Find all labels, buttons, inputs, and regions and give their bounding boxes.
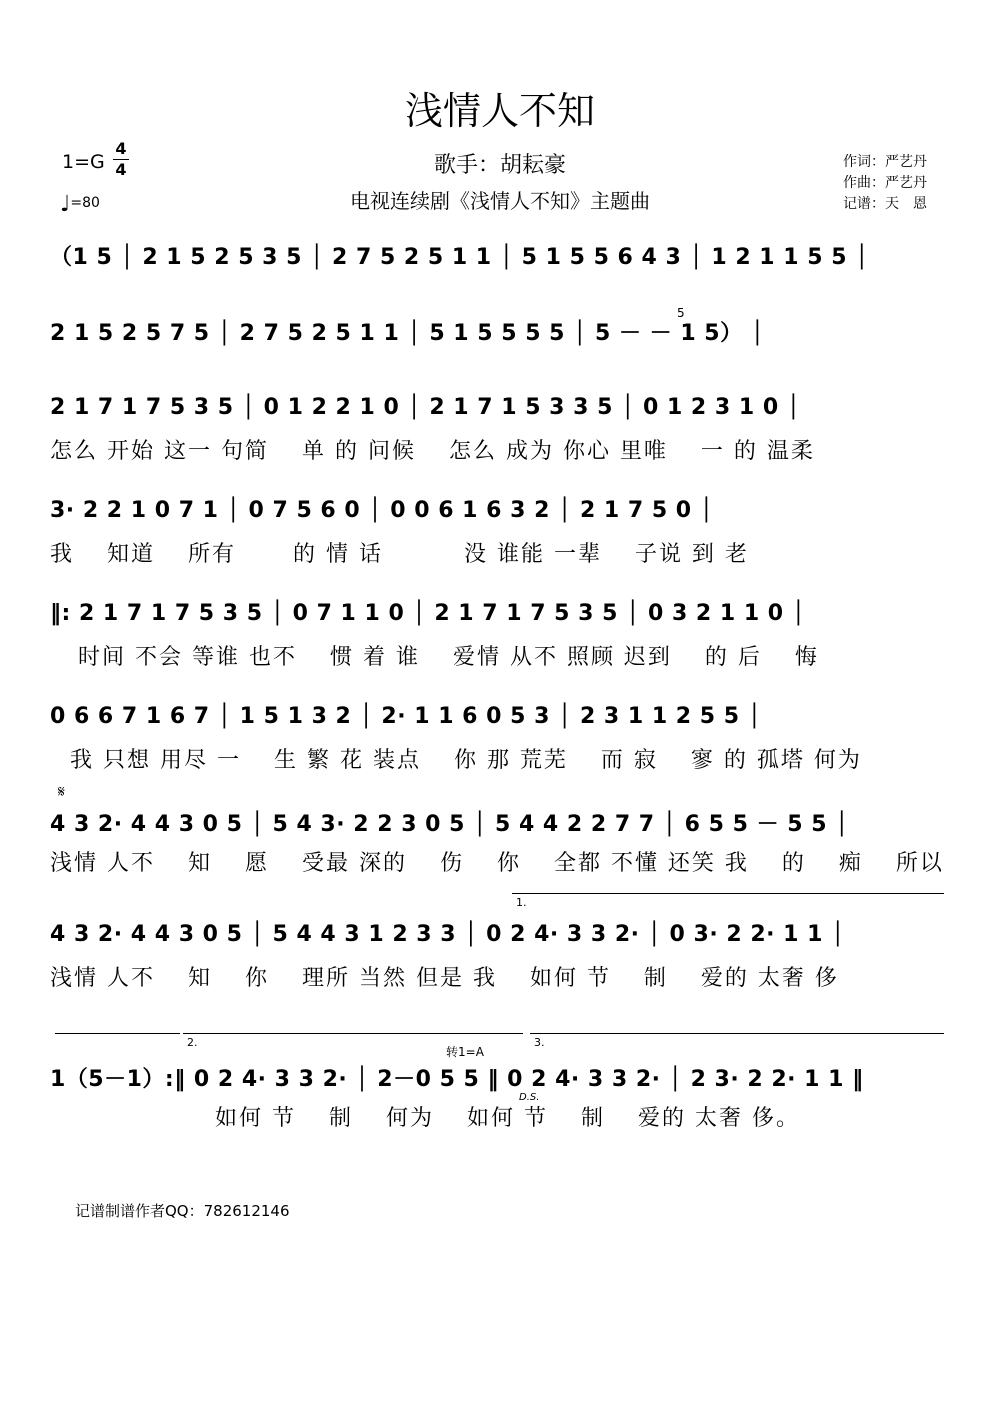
composer-credit: 作曲：严艺丹 bbox=[843, 175, 927, 191]
score-row-9: 1（5－1）:‖ 0 2 4· 3 3 2· │ 2－0 5 5 ‖ 0 2 4· 3 3 2· │ 2 3· 2 2· 1 1 ‖ bbox=[50, 1067, 864, 1092]
lyrics-row-4: 我 知道 所有 的 情 话 没 谁能 一辈 子说 到 老 bbox=[50, 542, 749, 567]
segno-sign: 𝄋 bbox=[58, 782, 65, 801]
lyricist-credit: 作词：严艺丹 bbox=[843, 154, 927, 170]
dal-segno-marking: D.S. bbox=[519, 1092, 540, 1103]
footer-contact: 记谱制谱作者QQ：782612146 bbox=[75, 1202, 290, 1220]
grace-note: 5 bbox=[677, 306, 685, 320]
volta-2-bracket bbox=[183, 1033, 523, 1034]
lyrics-row-5: 时间 不会 等谁 也不 惯 着 谁 爱情 从不 照顾 迟到 的 后 悔 bbox=[78, 645, 819, 670]
score-row-2: 2 1 5 2 5 7 5 │ 2 7 5 2 5 1 1 │ 5 1 5 5 5 5 │ 5 － － 1 5） │ bbox=[50, 321, 765, 346]
volta-3-bracket bbox=[530, 1033, 944, 1034]
score-row-8: 4 3 2· 4 4 3 0 5 │ 5 4 4 3 1 2 3 3 │ 0 2 4· 3 3 2· │ 0 3· 2 2· 1 1 │ bbox=[50, 922, 845, 947]
lyrics-row-3: 怎么 开始 这一 句简 单 的 问候 怎么 成为 你心 里唯 一 的 温柔 bbox=[50, 439, 815, 464]
lyrics-row-8: 浅情 人不 知 你 理所 当然 但是 我 如何 节 制 爱的 太奢 侈 bbox=[50, 966, 839, 991]
score-row-7: 4 3 2· 4 4 3 0 5 │ 5 4 3· 2 2 3 0 5 │ 5 4 4 2 2 7 7 │ 6 5 5 － 5 5 │ bbox=[50, 812, 849, 837]
transcriber-credit: 记谱：天 恩 bbox=[843, 196, 927, 212]
singer-line: 歌手：胡耘豪 bbox=[433, 153, 566, 178]
score-row-5: ‖: 2 1 7 1 7 5 3 5 │ 0 7 1 1 0 │ 2 1 7 1 7 5 3 5 │ 0 3 2 1 1 0 │ bbox=[50, 601, 806, 626]
score-row-4: 3· 2 2 1 0 7 1 │ 0 7 5 6 0 │ 0 0 6 1 6 3 2 │ 2 1 7 5 0 │ bbox=[50, 498, 714, 523]
lyrics-row-9: 如何 节 制 何为 如何 节 制 爱的 太奢 侈。 bbox=[215, 1106, 800, 1131]
volta-1-label: 1. bbox=[516, 896, 527, 909]
time-signature-bottom: 4 bbox=[115, 160, 127, 179]
lyrics-row-7: 浅情 人不 知 愿 受最 深的 伤 你 全都 不懂 还笑 我 的 痴 所以 bbox=[50, 851, 944, 876]
score-row-6: 0 6 6 7 1 6 7 │ 1 5 1 3 2 │ 2· 1 1 6 0 5 3 │ 2 3 1 1 2 5 5 │ bbox=[50, 704, 762, 729]
song-title: 浅情人不知 bbox=[404, 89, 595, 133]
key-signature: 1=G bbox=[62, 151, 105, 173]
subtitle-line: 电视连续剧《浅情人不知》主题曲 bbox=[350, 189, 650, 213]
score-row-1: （1 5 │ 2 1 5 2 5 3 5 │ 2 7 5 2 5 1 1 │ 5 1 5 5 6 4 3 │ 1 2 1 1 5 5 │ bbox=[50, 245, 869, 270]
volta-1-bracket bbox=[512, 893, 944, 894]
tempo-value: =80 bbox=[70, 195, 100, 211]
quarter-note-icon: ♩ bbox=[60, 192, 71, 217]
score-row-3: 2 1 7 1 7 5 3 5 │ 0 1 2 2 1 0 │ 2 1 7 1 5 3 3 5 │ 0 1 2 3 1 0 │ bbox=[50, 395, 801, 420]
key-change-marking: 转1=A bbox=[446, 1045, 484, 1059]
lyrics-row-6: 我 只想 用尽 一 生 繁 花 装点 你 那 荒芜 而 寂 寥 的 孤塔 何为 bbox=[70, 748, 862, 773]
volta-1-continuation bbox=[55, 1033, 180, 1034]
volta-2-label: 2. bbox=[187, 1036, 198, 1049]
volta-3-label: 3. bbox=[534, 1036, 545, 1049]
time-signature-top: 4 bbox=[115, 139, 127, 158]
